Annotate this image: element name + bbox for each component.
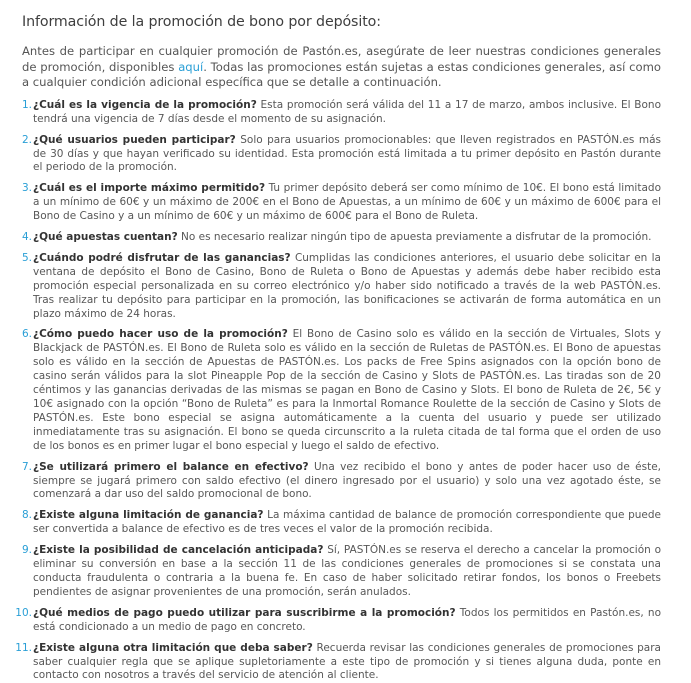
faq-question: ¿Se utilizará primero el balance en efectivo?: [33, 460, 309, 473]
faq-item-number: 9.: [21, 544, 32, 557]
faq-question: ¿Qué usuarios pueden participar?: [33, 133, 236, 146]
faq-item-number: 7.: [21, 460, 32, 473]
faq-item: [22, 182, 661, 224]
intro-text-after-link: . Todas las promociones están sujetas a estas condiciones generales, así como a cualquier condición adicional específica que se detalle a continuación.: [22, 59, 661, 90]
faq-question: ¿Existe alguna otra limitación que deba saber?: [33, 641, 313, 654]
faq-answer: Esta promoción será válida del 11 a 17 de marzo, ambos inclusive. El Bono tendrá una vigencia de 7 días desde el momento de su asignación.: [33, 98, 661, 125]
faq-answer: Solo para usuarios promocionables: que lleven registrados en PASTÓN.es más de 30 días y que hayan verificado su identidad. Esta promoción está limitada a tu primer depósito en Pastón durante el periodo de la promoción.: [33, 133, 661, 174]
faq-item-number: 5.: [21, 251, 32, 264]
faq-answer: Sí, PASTÓN.es se reserva el derecho a cancelar la promoción o eliminar su conversión en base a la sección 11 de las condiciones generales de promociones si se constata una conducta fraudulenta o contraria a la buena fe. En caso de haber solicitado retirar fondos, los bonos o Freebets pendientes de asignar provenientes de una promoción, serán anulados.: [33, 544, 661, 598]
faq-item: [15, 641, 661, 683]
faq-item-number: 4.: [21, 231, 32, 244]
faq-item-number: 2.: [21, 133, 32, 146]
faq-answer: Cumplidas las condiciones anteriores, el usuario debe solicitar en la ventana de depósito el Bono de Casino, Bono de Ruleta o Bono de Apuestas y además debe haber recibido esta promoción especial personalizada en su correo electrónico y/o haber sido notificado a través de la web PASTÓN.es. Tras realizar tu depósito para participar en la promoción, las bonificaciones se activarán de forma automática en un plazo máximo de 24 horas.: [33, 251, 661, 320]
faq-item-number: 10.: [15, 606, 32, 619]
faq-answer: Tu primer depósito deberá ser como mínimo de 10€. El bono está limitado a un mínimo de 60€ y un máximo de 200€ en el Bono de Apuestas, a un mínimo de 60€ y un máximo de 600€ para el Bono de Casino y a un mínimo de 60€ y un máximo de 600€ para el Bono de Ruleta.: [33, 182, 661, 223]
faq-item-number: 11.: [15, 641, 32, 654]
faq-question: ¿Cuándo podré disfrutar de las ganancias?: [33, 251, 291, 264]
faq-item: [22, 231, 661, 245]
faq-item: [22, 134, 661, 176]
intro-text-before-link: Antes de participar en cualquier promoción de Pastón.es, asegúrate de leer nuestras condiciones generales de promoción, disponibles: [22, 44, 661, 74]
page-title: Información de la promoción de bono por depósito:: [22, 14, 381, 30]
faq-item: [22, 252, 661, 322]
general-conditions-link[interactable]: aquí: [178, 59, 204, 74]
faq-item: [22, 509, 661, 537]
faq-item-number: 8.: [21, 509, 32, 522]
faq-item-number: 3.: [21, 182, 32, 195]
faq-item: [22, 461, 661, 503]
faq-item-number: 6.: [21, 328, 32, 341]
faq-item: [22, 99, 661, 127]
intro-paragraph: [22, 44, 661, 91]
faq-question: ¿Qué medios de pago puedo utilizar para suscribirme a la promoción?: [33, 606, 456, 619]
faq-answer: Una vez recibido el bono y antes de poder hacer uso de éste, siempre se jugará primero con saldo efectivo (el dinero ingresado por el usuario) y solo una vez agotado éste, se comenzará a dar uso del saldo promocional de bono.: [33, 460, 661, 501]
faq-answer: Todos los permitidos en Pastón.es, no está condicionado a un medio de pago en concreto.: [33, 606, 661, 633]
faq-question: ¿Cómo puedo hacer uso de la promoción?: [33, 328, 288, 341]
faq-question: ¿Existe la posibilidad de cancelación anticipada?: [33, 544, 324, 557]
faq-answer: No es necesario realizar ningún tipo de apuesta previamente a disfrutar de la promoción.: [177, 231, 652, 244]
faq-question: ¿Qué apuestas cuentan?: [33, 231, 178, 244]
faq-item: [15, 606, 661, 635]
faq-item: [22, 328, 661, 453]
faq-item-number: 1.: [21, 98, 32, 111]
faq-item: [22, 544, 661, 600]
faq-answer: El Bono de Casino solo es válido en la sección de Virtuales, Slots y Blackjack de PASTÓN.es. El Bono de Ruleta solo es válido en la sección de Ruletas de PASTÓN.es. El Bono de apuestas solo es válido en la sección de Apuestas de PASTÓN.es. Los packs de Free Spins asignados con la opción bono de casino serán válidos para la slot Pineapple Pop de la sección de Casino y Slots de PASTÓN.es. Las tiradas son de 20 céntimos y las ganancias derivadas de las mismas se pagan en Bono de Casino y Slots. El bono de Ruleta de 2€, 5€ y 10€ asignado con la opción “Bono de Ruleta” es para la Inmortal Romance Roulette de la sección de Casino y Slots de PASTÓN.es. Este bono especial se asigna automáticamente a la cuenta del usuario y puede ser utilizado inmediatamente tras su asignación. El bono se queda circunscrito a la ruleta citada de tal forma que el orden de uso de los bonos es en primer lugar el bono especial y luego el saldo de efectivo.: [33, 328, 662, 452]
faq-list: [15, 98, 662, 683]
faq-question: ¿Cuál es la vigencia de la promoción?: [33, 98, 257, 111]
faq-question: ¿Cuál es el importe máximo permitido?: [33, 182, 266, 195]
faq-answer: Recuerda revisar las condiciones generales de promociones para saber cualquier regla que se aplique supletoriamente a este tipo de promoción y si tienes alguna duda, ponte en contacto con nosotros a través del servicio de atención al cliente.: [33, 641, 661, 682]
faq-answer: La máxima cantidad de balance de promoción correspondiente que puede ser convertida a balance de efectivo es de tres veces el valor de la promoción recibida.: [33, 509, 662, 536]
faq-question: ¿Existe alguna limitación de ganancia?: [33, 509, 264, 522]
